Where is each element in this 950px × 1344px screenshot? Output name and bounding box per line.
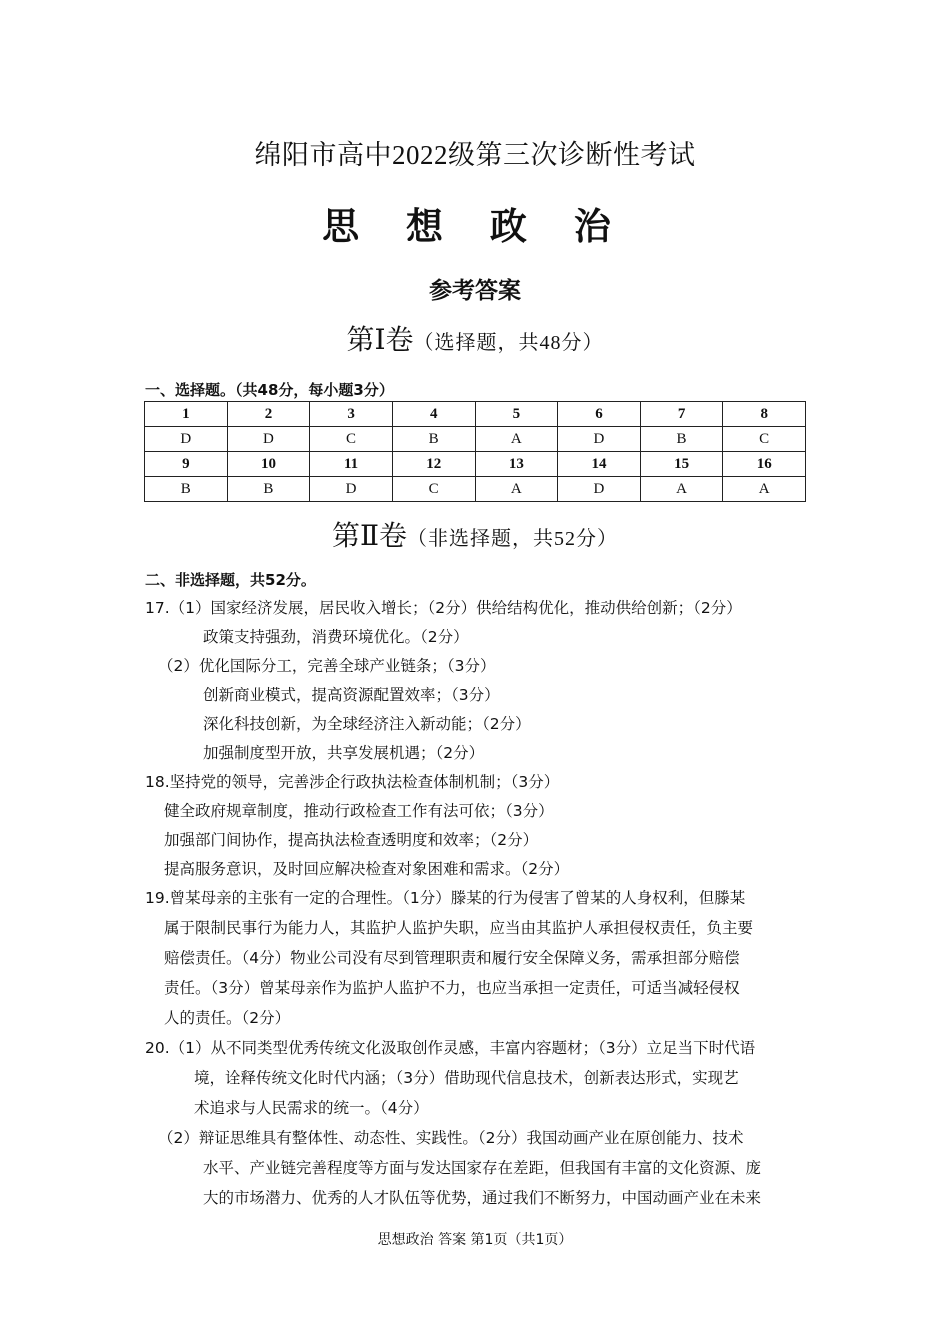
answer-cell: D	[145, 427, 228, 452]
answer-line: （2）辩证思维具有整体性、动态性、实践性。（2分）我国动画产业在原创能力、技术	[158, 1129, 744, 1147]
question-number: 7	[640, 402, 723, 427]
answer-line: 大的市场潜力、优秀的人才队伍等优势，通过我们不断努力，中国动画产业在未来	[203, 1189, 762, 1207]
answer-line: 政策支持强劲，消费环境优化。（2分）	[203, 628, 469, 646]
question-number: 3	[310, 402, 393, 427]
table-row	[145, 452, 806, 477]
section1-heading: 一、选择题。（共48分，每小题3分）	[145, 381, 394, 399]
question-number: 2	[227, 402, 310, 427]
part2-title: 第Ⅱ卷	[331, 521, 408, 552]
answer-cell: A	[475, 477, 558, 502]
question-number: 5	[475, 402, 558, 427]
answer-line: 20.（1）从不同类型优秀传统文化汲取创作灵感，丰富内容题材；（3分）立足当下时代语	[145, 1039, 756, 1057]
answer-line: 术追求与人民需求的统一。（4分）	[194, 1099, 429, 1117]
answer-cell: B	[392, 427, 475, 452]
answer-line: 加强部门间协作，提高执法检查透明度和效率；（2分）	[164, 831, 539, 849]
answer-line: 健全政府规章制度，推动行政检查工作有法可依；（3分）	[164, 802, 554, 820]
answer-cell: B	[227, 477, 310, 502]
table-row	[145, 402, 806, 427]
answer-cell: B	[640, 427, 723, 452]
answer-line: 19.曾某母亲的主张有一定的合理性。（1分）滕某的行为侵害了曾某的人身权利，但滕某	[145, 889, 746, 907]
question-number: 14	[558, 452, 641, 477]
answer-line: 加强制度型开放，共享发展机遇；（2分）	[203, 744, 485, 762]
part1-note: （选择题，共48分）	[413, 332, 604, 354]
answer-cell: C	[723, 427, 806, 452]
question-number: 11	[310, 452, 393, 477]
answer-line: 创新商业模式，提高资源配置效率；（3分）	[203, 686, 500, 704]
answer-line: 人的责任。（2分）	[164, 1009, 291, 1027]
answer-cell: C	[310, 427, 393, 452]
part2-heading	[0, 514, 950, 554]
answer-cell: A	[475, 427, 558, 452]
answer-line: 境，诠释传统文化时代内涵；（3分）借助现代信息技术，创新表达形式，实现艺	[194, 1069, 739, 1087]
answer-line: 属于限制民事行为能力人，其监护人监护失职，应当由其监护人承担侵权责任，负主要	[164, 919, 754, 937]
part2-note: （非选择题，共52分）	[407, 528, 619, 550]
table-row	[145, 477, 806, 502]
answer-cell: A	[723, 477, 806, 502]
question-number: 15	[640, 452, 723, 477]
answer-cell: D	[227, 427, 310, 452]
question-number: 8	[723, 402, 806, 427]
answer-line: （2）优化国际分工，完善全球产业链条；（3分）	[158, 657, 496, 675]
answer-cell: D	[558, 427, 641, 452]
answer-line: 责任。（3分）曾某母亲作为监护人监护不力，也应当承担一定责任，可适当减轻侵权	[164, 979, 740, 997]
question-number: 6	[558, 402, 641, 427]
question-number: 13	[475, 452, 558, 477]
answer-cell: C	[392, 477, 475, 502]
question-number: 4	[392, 402, 475, 427]
answer-line: 17.（1）国家经济发展，居民收入增长；（2分）供给结构优化，推动供给创新；（2分）	[145, 599, 742, 617]
answer-line: 提高服务意识，及时回应解决检查对象困难和需求。（2分）	[164, 860, 570, 878]
subject-title: 思 想 政 治	[322, 205, 628, 248]
exam-title: 绵阳市高中2022级第三次诊断性考试	[254, 140, 696, 170]
question-number: 9	[145, 452, 228, 477]
table-row	[145, 427, 806, 452]
part1-heading	[0, 318, 950, 358]
section2-heading: 二、非选择题，共52分。	[145, 571, 316, 589]
answer-line: 18.坚持党的领导，完善涉企行政执法检查体制机制；（3分）	[145, 773, 560, 791]
question-number: 10	[227, 452, 310, 477]
answer-line: 水平、产业链完善程度等方面与发达国家存在差距，但我国有丰富的文化资源、庞	[203, 1159, 762, 1177]
page-footer: 思想政治 答案 第1页（共1页）	[377, 1232, 573, 1248]
part1-title: 第Ⅰ卷	[346, 325, 414, 356]
question-number: 12	[392, 452, 475, 477]
answer-cell: D	[310, 477, 393, 502]
answer-line: 赔偿责任。（4分）物业公司没有尽到管理职责和履行安全保障义务，需承担部分赔偿	[164, 949, 740, 967]
question-number: 16	[723, 452, 806, 477]
answer-cell: A	[640, 477, 723, 502]
answer-cell: D	[558, 477, 641, 502]
answer-line: 深化科技创新，为全球经济注入新动能；（2分）	[203, 715, 531, 733]
question-number: 1	[145, 402, 228, 427]
reference-answer-heading: 参考答案	[429, 278, 521, 304]
answer-cell: B	[145, 477, 228, 502]
answer-table	[144, 401, 806, 502]
